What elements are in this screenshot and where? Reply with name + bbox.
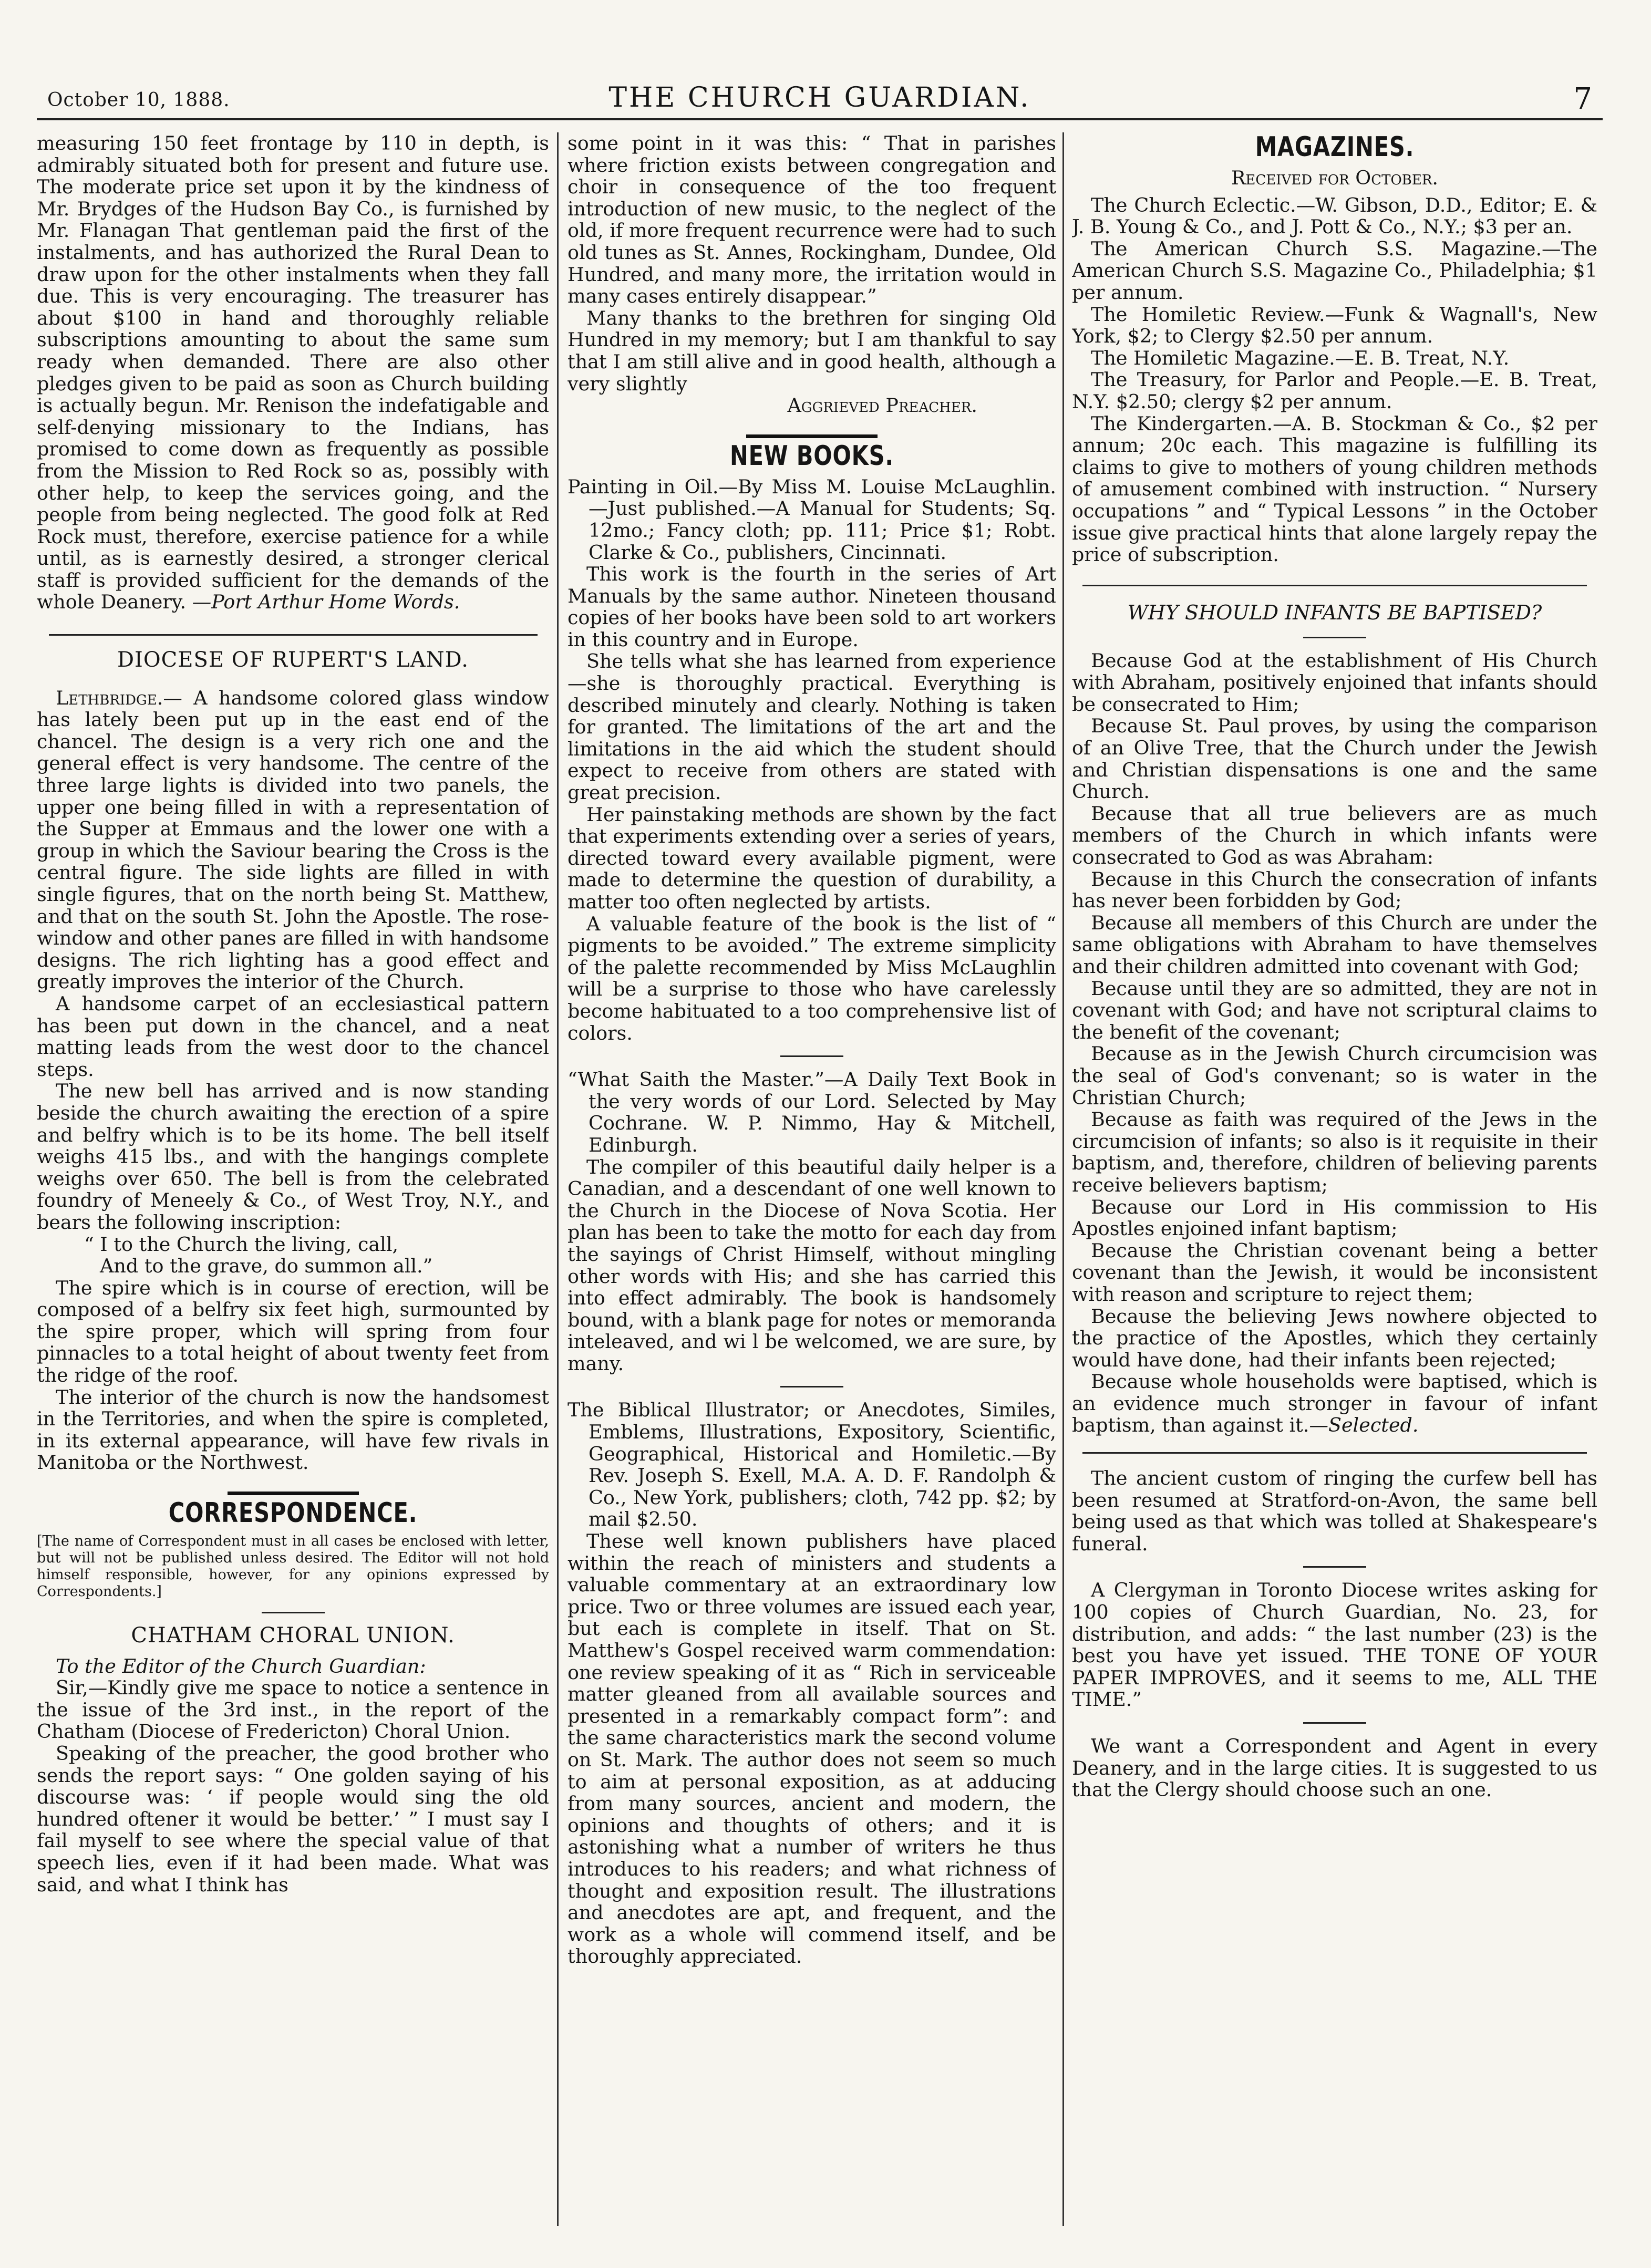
curfew-note: The ancient custom of ringing the curfew bell has been resumed at Stratford-on-Avon, the same bell being used as that which was tolled at Shakespeare's funeral. [1072, 1467, 1597, 1555]
lethbridge-paragraph: Lethbridge.— A handsome colored glass window has lately been put up in the east end of the chancel. The design is a very rich one and the general effect is very handsome. The centre of the three large lights is divided into two panels, the upper one being filled in with a representation of the Supper at Emmaus and the lower one with a group in which the Saviour bearing the Cross is the central figure. The side lights are filled in with single figures, that on the north being St. Matthew, and that on the south St. John the Apostle. The rose-window and other panes are filled in with handsome designs. The rich lighting has a good effect and greatly improves the interior of the Church. [37, 686, 549, 993]
lethbridge-carpet: A handsome carpet of an ecclesiastical pattern has been put down in the chancel, and a neat matting leads from the west door to the chancel steps. [37, 992, 549, 1081]
agent-wanted-note: We want a Correspondent and Agent in every Deanery, and in the large cities. It is suggested to us that the Clergy should choose such an one. [1072, 1735, 1597, 1801]
reason-item: Because our Lord in His commission to His Apostles enjoined infant baptism; [1072, 1195, 1597, 1240]
reason-item: Because whole households were baptised, which is an evidence much stronger in favour of infant baptism, than against it.—Selected. [1072, 1370, 1597, 1437]
short-rule [1303, 637, 1366, 638]
editor-note: [The name of Correspondent must in all cases be enclosed with letter, but will not be published unless desired. The Editor will not hold himself responsible, however, for any opinions expressed by Correspondents.] [37, 1533, 549, 1600]
new-books-heading: NEW BOOKS. [729, 440, 894, 472]
magazine-entry: The Kindergarten.—A. B. Stockman & Co., $2 per annum; 20c each. This magazine is fulfilling its claims to give to mothers of young children methods of amusement combined with instruction. “ Nursery occupations ” and “ Typical Lessons ” in the October issue give practical hints that alone largely repay the price of subscription. [1072, 412, 1597, 566]
column-divider [557, 132, 559, 2226]
newspaper-title: THE CHURCH GUARDIAN. [608, 82, 1031, 113]
magazine-entry: The Church Eclectic.—W. Gibson, D.D., Editor; E. & J. B. Young & Co., and J. Pott & Co., N.Y.; $3 per an. [1072, 193, 1597, 239]
letter-paragraph: Speaking of the preacher, the good brother who sends the report says: “ One golden saying of his discourse was: ‘ if people would sing the old hundred oftener it would be better.’ ” I must say I fail myself to see where the special value of that speech lies, even if it had been made. What was said, and what I think has [37, 1742, 549, 1896]
lethbridge-bell: The new bell has arrived and is now standing beside the church awaiting the erection of a spire and belfry which is to be its home. The bell itself weighs 415 lbs., and with the hangings complete weighs over 650. The bell is from the celebrated foundry of Meneely & Co., of West Troy, N.Y., and bears the following inscription: [37, 1080, 549, 1234]
reason-item: Because as in the Jewish Church circumcision was the seal of God's convenant; so is water in the Christian Church; [1072, 1042, 1597, 1109]
infant-baptism-heading: WHY SHOULD INFANTS BE BAPTISED? [1127, 600, 1542, 624]
article-continuation: measuring 150 feet frontage by 110 in depth, is admirably situated both for present and future use. The moderate price set upon it by the kindness of Mr. Brydges of the Hudson Bay Co., is furnished by Mr. Flanagan That gentleman paid the first of the instalments, and has authorized the Rural Dean to draw upon for the other instalments when they fall due. This is very encouraging. The treasurer has about $100 in hand and thoroughly reliable subscriptions amounting to about the same sum ready when demanded. There are also other pledges given to be paid as soon as Church building is actually begun. Mr. Renison the indefatigable and self-denying missionary to the Indians, has promised to come down as frequently as possible from the Mission to Red Rock so as, possibly with other help, to keep the services going, and the people from being neglected. The good folk at Red Rock must, therefore, exercise patience for a while until, as is earnestly desired, a stronger clerical staff is provided sufficient for the demands of the whole Deanery. —Port Arthur Home Words. [37, 132, 549, 614]
column-3 [1072, 132, 1597, 2244]
letter-paragraph: Sir,—Kindly give me space to notice a sentence in the issue of the 3rd inst., in the report of the Chatham (Diocese of Fredericton) Choral Union. [37, 1676, 549, 1743]
magazine-entry: The Homiletic Magazine.—E. B. Treat, N.Y. [1091, 346, 1510, 369]
book-entry: “What Saith the Master.”—A Daily Text Book in the very words of our Lord. Selected by May Cochrane. W. P. Nimmo, Hay & Mitchell, Edinburgh. [567, 1068, 1056, 1156]
letter-continuation: some point in it was this: “ That in parishes where friction exists between congregation and choir in consequence of the too frequent introduction of new music, to the neglect of the old, if more frequent recurrence were had to such old tunes as St. Annes, Rockingham, Dundee, Old Hundred, and many more, the irritation would in many cases entirely disappear.” [567, 132, 1056, 308]
short-rule [780, 1055, 843, 1057]
magazine-entry: The American Church S.S. Magazine.—The American Church S.S. Magazine Co., Philadelphia; $1 per annum. [1072, 237, 1597, 304]
reason-item: Because all members of this Church are under the same obligations with Abraham to have themselves and their children admitted into covenant with God; [1072, 911, 1597, 978]
magazine-entry: The Homiletic Review.—Funk & Wagnall's, New York, $2; to Clergy $2.50 per annum. [1072, 303, 1597, 348]
page-number: 7 [1573, 82, 1592, 116]
reason-item: Because God at the establishment of His Church with Abraham, positively enjoined that infants should be consecrated to Him; [1072, 649, 1597, 716]
lethbridge-spire: The spire which is in course of erection, will be composed of a belfry six feet high, surmounted by the spire proper, which will spring from four pinnacles to a total height of about twenty feet from the ridge of the roof. [37, 1276, 549, 1387]
reason-item: Because that all true believers are as much members of the Church in which infants were consecrated to God as was Abraham: [1072, 802, 1597, 869]
column-divider [1062, 132, 1064, 2226]
short-rule [780, 1386, 843, 1387]
correspondence-heading: CORRESPONDENCE. [168, 1497, 418, 1529]
reason-item: Because the Christian covenant being a better covenant than the Jewish, it would be inconsistent with reason and scripture to reject them; [1072, 1239, 1597, 1306]
letter-salutation: To the Editor of the Church Guardian: [56, 1654, 426, 1677]
book-review: These well known publishers have placed within the reach of ministers and students a valuable commentary at an extraordinary low price. Two or three volumes are issued each year, but each is complete in itself. That on St. Matthew's Gospel received warm commendation: one review speaking of it as “ Rich in serviceable matter gleaned from all available sources and presented in a remarkably compact form”: and the same characteristics mark the second volume on St. Mark. The author does not seem so much to aim at personal exposition, as at adducing from many sources, ancient and modern, the opinions and thoughts of others; and it is astonishing what a number of writers he thus introduces to his readers; and what richness of thought and exposition result. The illustrations and anecdotes are apt, and frequent, and the work as a whole will commend itself, and be thoroughly appreciated. [567, 1530, 1056, 1968]
book-review: Her painstaking methods are shown by the fact that experiments extending over a series of years, directed toward every available pigment, were made to determine the question of durability, a matter too often neglected by artists. [567, 803, 1056, 913]
masthead [37, 68, 1603, 120]
magazine-entry: The Treasury, for Parlor and People.—E. B. Treat, N.Y. $2.50; clergy $2 per annum. [1072, 368, 1597, 413]
letter-paragraph: Many thanks to the brethren for singing Old Hundred in my memory; but I am thankful to say that I am still alive and in good health, although a very slightly [567, 306, 1056, 395]
short-rule [262, 1612, 325, 1613]
column-2 [567, 132, 1056, 2244]
reason-item: Because in this Church the consecration of infants has never been forbidden by God; [1072, 867, 1597, 913]
book-review: The compiler of this beautiful daily helper is a Canadian, and a descendant of one well known to the Church in the Diocese of Nova Scotia. Her plan has been to take the motto for each day from the sayings of Christ Himself, without mingling other words with His; and she has carried this into effect admirably. The book is handsomely bound, with a blank page for notes or memoranda inteleaved, and wi l be welcomed, we are sure, by many. [567, 1155, 1056, 1375]
book-review: This work is the fourth in the series of Art Manuals by the same author. Nineteen thousand copies of her books have been sold to art workers in this country and in Europe. [567, 563, 1056, 651]
bell-inscription-line: “ I to the Church the living, call, [84, 1233, 399, 1256]
diocese-heading: DIOCESE OF RUPERT'S LAND. [117, 648, 469, 672]
heading-bar [746, 434, 878, 438]
issue-date: October 10, 1888. [47, 89, 230, 111]
reason-item: Because as faith was required of the Jews in the circumcision of infants; so also is it requisite in their baptism, and, therefore, children of believing parents receive believers baptism; [1072, 1108, 1597, 1196]
clergyman-note: A Clergyman in Toronto Diocese writes asking for 100 copies of Church Guardian, No. 23, for distribution, and adds: “ the last number (23) is the best you have yet issued. THE TONE OF YOUR PAPER IMPROVES, and it seems to me, ALL THE TIME.” [1072, 1579, 1597, 1711]
short-rule [1303, 1566, 1366, 1568]
section-divider [49, 634, 538, 636]
reason-item: Because the believing Jews nowhere objected to the practice of the Apostles, which they certainly would have done, had their infants been rejected; [1072, 1304, 1597, 1371]
letter-signature: Aggrieved Preacher. [787, 394, 977, 417]
book-entry: Painting in Oil.—By Miss M. Louise McLaughlin.—Just published.—A Manual for Students; Sq. 12mo.; Fancy cloth; pp. 111; Price $1; Robt. Clarke & Co., publishers, Cincinnati. [567, 475, 1056, 564]
section-divider [1082, 585, 1587, 586]
bell-inscription-line: And to the grave, do summon all.” [100, 1255, 433, 1278]
lethbridge-interior: The interior of the church is now the handsomest in the Territories, and when the spire is completed, in its external appearance, will have few rivals in Manitoba or the Northwest. [37, 1385, 549, 1474]
book-review: She tells what she has learned from experience—she is thoroughly practical. Everything is described minutely and clearly. Nothing is taken for granted. The limitations of the art and the limitations in the aid which the student should expect to receive from others are stated with great precision. [567, 650, 1056, 804]
reason-item: Because St. Paul proves, by using the comparison of an Olive Tree, that the Church under the Jewish and Christian dispensations is one and the same Church. [1072, 714, 1597, 803]
book-entry: The Biblical Illustrator; or Anecdotes, Similes, Emblems, Illustrations, Expository, Scientific, Geographical, Historical and Homiletic.—By Rev. Joseph S. Exell, M.A. A. D. F. Randolph & Co., New York, publishers; cloth, 742 pp. $2; by mail $2.50. [567, 1399, 1056, 1531]
short-rule [1303, 1722, 1366, 1724]
magazines-subheading: Received for October. [1231, 167, 1439, 189]
book-review: A valuable feature of the book is the list of “ pigments to be avoided.” The extreme simplicity of the palette recommended by Miss McLaughlin will be a surprise to those who have carelessly become habituated to a too comprehensive list of colors. [567, 912, 1056, 1044]
reason-item: Because until they are so admitted, they are not in covenant with God; and have not scriptural claims to the benefit of the covenant; [1072, 977, 1597, 1043]
section-divider [1082, 1452, 1587, 1454]
chatham-heading: CHATHAM CHORAL UNION. [131, 1623, 455, 1648]
column-1 [37, 132, 549, 2244]
heading-bar [228, 1492, 359, 1495]
magazines-heading: MAGAZINES. [1255, 132, 1415, 163]
